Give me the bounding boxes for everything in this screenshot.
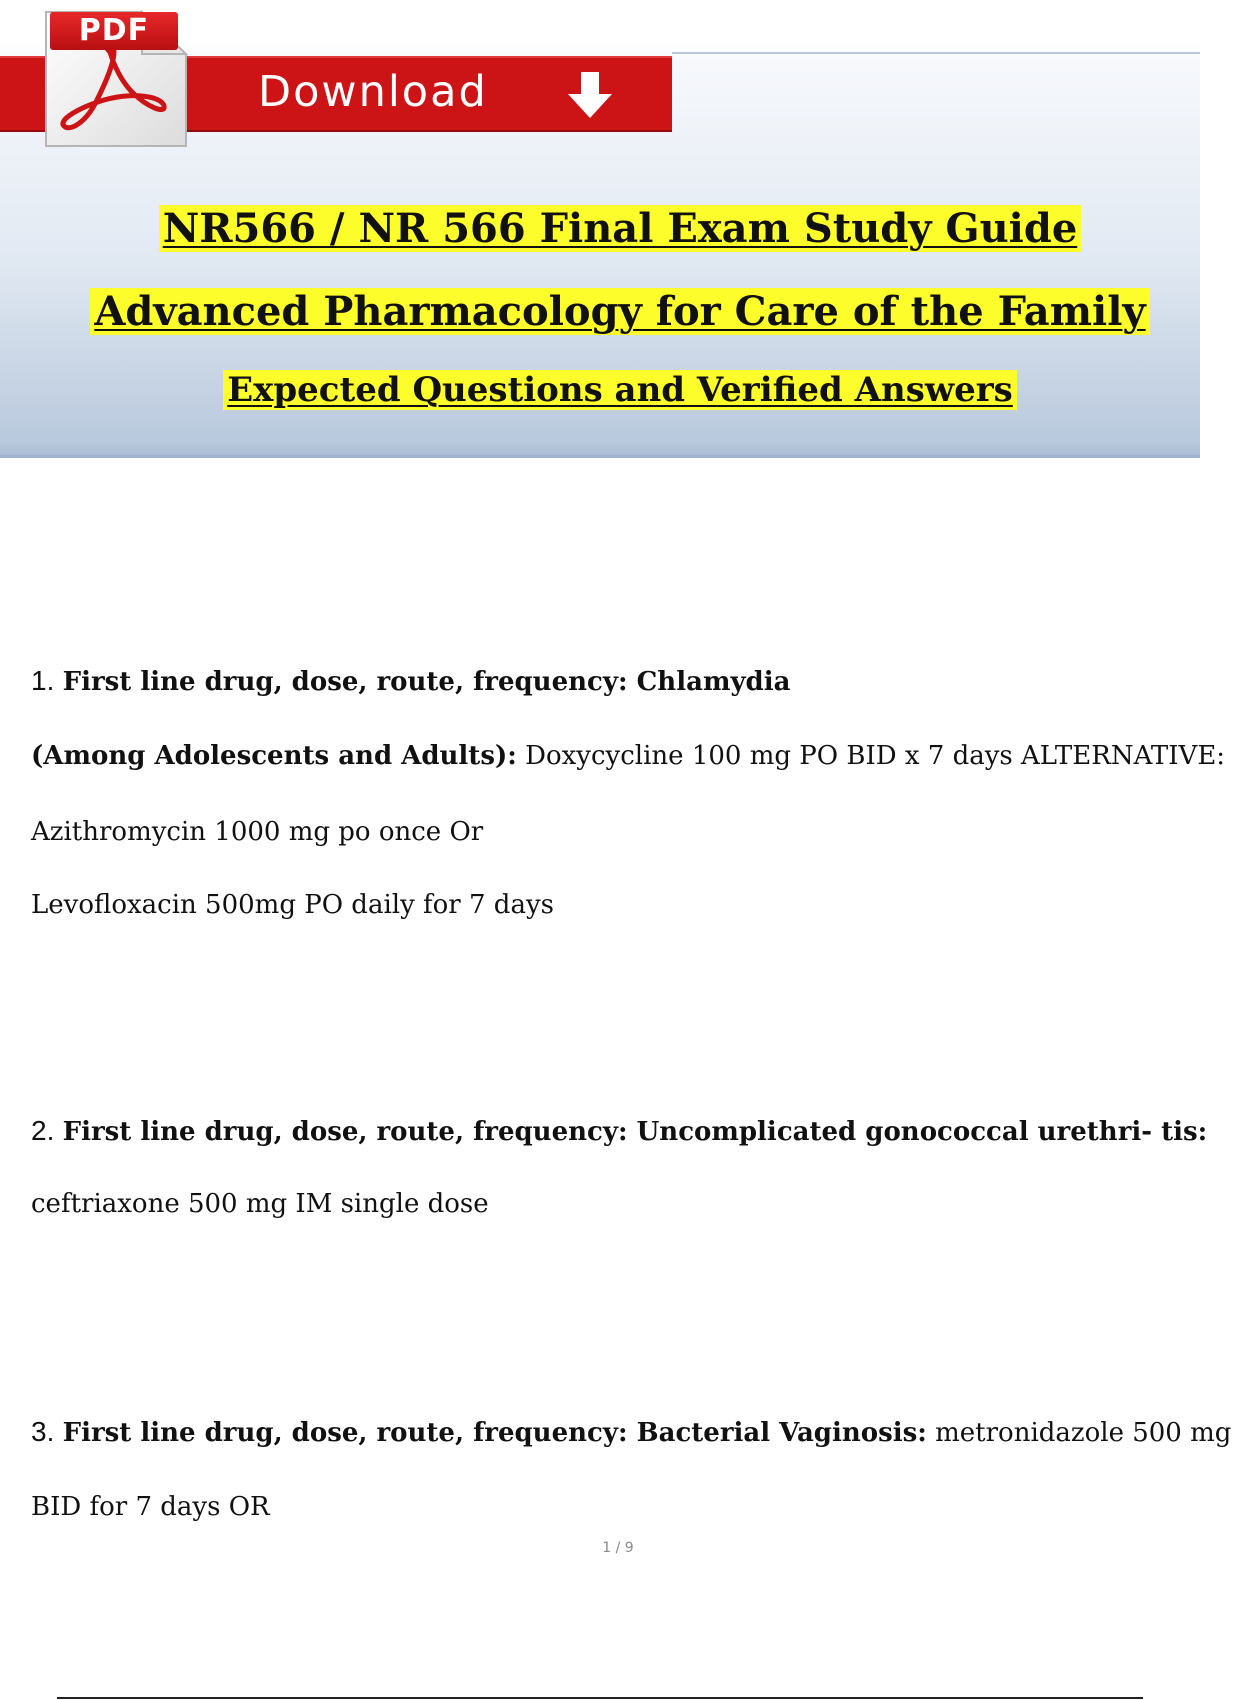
- download-label[interactable]: Download: [258, 67, 488, 117]
- question-text-cont: (Among Adolescents and Adults):: [31, 741, 517, 771]
- question-2: [31, 1114, 1208, 1149]
- question-number: 2.: [31, 1115, 55, 1146]
- title-line-1: NR566 / NR 566 Final Exam Study Guide: [0, 205, 1240, 252]
- header-divider: [672, 52, 1200, 54]
- question-text: First line drug, dose, route, frequency: Bacterial Vaginosis:: [62, 1418, 927, 1448]
- question-1: [31, 664, 1171, 699]
- title-line-2: Advanced Pharmacology for Care of the Family: [0, 288, 1240, 335]
- page-indicator: 1 / 9: [602, 1540, 634, 1556]
- pdf-file-icon[interactable]: [44, 4, 192, 152]
- question-text: First line drug, dose, route, frequency: Chlamydia: [62, 667, 791, 697]
- bottom-divider: [57, 1697, 1143, 1699]
- answer-line: ceftriaxone 500 mg IM single dose: [31, 1189, 489, 1219]
- question-number: 3.: [31, 1416, 55, 1447]
- question-number: 1.: [31, 665, 55, 696]
- download-arrow-icon[interactable]: [564, 70, 616, 122]
- pdf-label: PDF: [50, 12, 178, 50]
- answer-line: Levofloxacin 500mg PO daily for 7 days: [31, 890, 554, 920]
- answer-text: metronidazole 500 mg: [935, 1418, 1232, 1448]
- answer-line: BID for 7 days OR: [31, 1492, 270, 1522]
- answer-text: Doxycycline 100 mg PO BID x 7 days ALTERNATIVE:: [525, 741, 1226, 771]
- question-3: [31, 1415, 1232, 1450]
- title-line-3: Expected Questions and Verified Answers: [0, 370, 1240, 410]
- question-text: First line drug, dose, route, frequency: Uncomplicated gonococcal urethri- tis:: [62, 1117, 1208, 1147]
- answer-line: Azithromycin 1000 mg po once Or: [31, 817, 484, 847]
- question-1-line-2: [31, 739, 1226, 773]
